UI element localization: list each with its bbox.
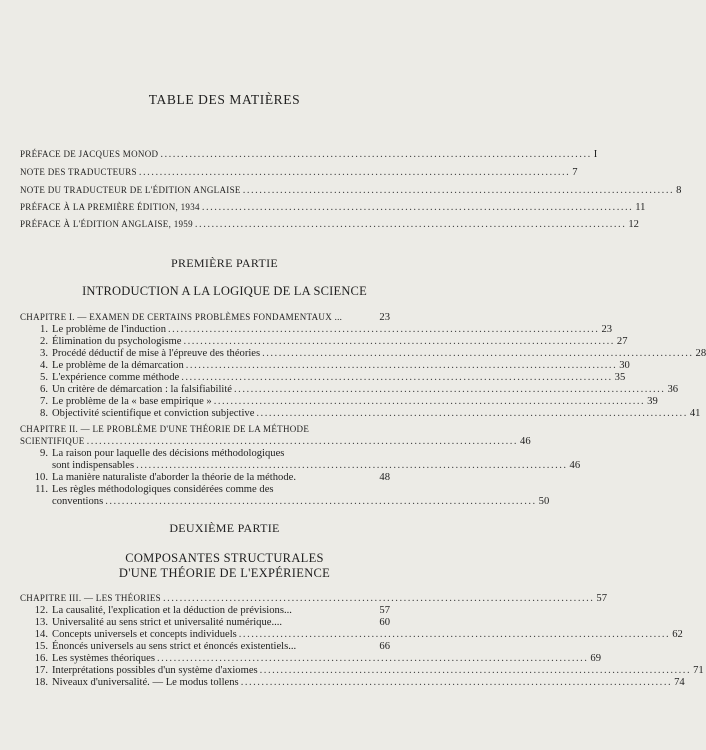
chapter-heading[interactable]	[20, 311, 390, 324]
toc-item-cont[interactable]	[26, 460, 581, 472]
chapter-page: 23	[379, 312, 390, 323]
chapter-label: CHAPITRE II. — LE PROBLÈME D'UNE THÉORIE DE LA MÉTHODE	[20, 424, 310, 434]
dot-leader: ........................................................................................................	[136, 460, 568, 471]
item-page: 27	[616, 336, 628, 347]
toc-entry-label: PRÉFACE À L'ÉDITION ANGLAISE, 1959	[20, 219, 193, 229]
item-number: 16.	[34, 653, 48, 664]
toc-entry-page: I	[593, 149, 598, 160]
item-page: 50	[538, 496, 550, 507]
item-page: 60	[379, 617, 390, 628]
dot-leader: ........................................................................................................	[240, 677, 673, 688]
item-number: 14.	[34, 629, 48, 640]
item-text: Élimination du psychologisme	[52, 336, 182, 347]
part-subtitle-line: COMPOSANTES STRUCTURALES	[125, 551, 324, 565]
toc-item[interactable]	[26, 384, 679, 396]
item-text: Universalité au sens strict et universalité numérique....	[52, 617, 283, 628]
item-text: conventions	[52, 496, 104, 507]
item-number: 17.	[34, 665, 48, 676]
item-number: 1.	[40, 324, 48, 335]
toc-entry-page: 8	[676, 185, 682, 196]
toc-entry-label: PRÉFACE À LA PREMIÈRE ÉDITION, 1934	[20, 202, 200, 212]
part-title: PREMIÈRE PARTIE	[170, 256, 278, 270]
dot-leader: ........................................................................................................	[162, 593, 595, 604]
dot-leader: ........................................................................................................	[234, 384, 666, 395]
dot-leader: ........................................................................................................	[138, 167, 571, 178]
item-number: 8.	[40, 408, 48, 419]
toc-item[interactable]	[26, 665, 704, 677]
part-subtitle: INTRODUCTION A LA LOGIQUE DE LA SCIENCE	[82, 284, 367, 298]
item-page: 48	[379, 472, 390, 483]
toc-entry[interactable]	[20, 166, 578, 179]
part-subtitle-line: D'UNE THÉORIE DE L'EXPÉRIENCE	[118, 566, 331, 580]
toc-entry[interactable]	[20, 218, 639, 231]
toc-item[interactable]	[26, 641, 390, 653]
item-page: 39	[647, 396, 658, 407]
item-page: 41	[689, 408, 701, 419]
chapter-label: CHAPITRE I. — EXAMEN DE CERTAINS PROBLÈMES FONDAMENTAUX ...	[20, 312, 343, 322]
toc-entry[interactable]	[20, 184, 682, 197]
chapter-label-cont: SCIENTIFIQUE	[20, 436, 85, 446]
dot-leader: ........................................................................................................	[156, 653, 589, 664]
item-text: Interprétations possibles d'un système d'axiomes	[52, 665, 258, 676]
item-page: 57	[379, 605, 390, 616]
item-page: 28	[695, 348, 706, 359]
chapter-label: CHAPITRE III. — LES THÉORIES	[20, 593, 161, 603]
toc-item[interactable]	[26, 605, 390, 617]
item-number: 12.	[34, 605, 48, 616]
dot-leader: ........................................................................................................	[183, 336, 615, 347]
item-number: 15.	[34, 641, 48, 652]
item-page: 62	[672, 629, 683, 640]
item-text: L'expérience comme méthode	[52, 372, 180, 383]
dot-leader: ........................................................................................................	[201, 202, 634, 213]
item-text: La manière naturaliste d'aborder la théorie de la méthode.	[52, 472, 296, 483]
dot-leader: ........................................................................................................	[168, 324, 600, 335]
dot-leader: ........................................................................................................	[259, 665, 692, 676]
part-subtitle	[0, 551, 449, 581]
toc-item[interactable]	[26, 472, 390, 484]
toc-item[interactable]	[26, 360, 630, 372]
dot-leader: ........................................................................................................	[213, 396, 646, 407]
item-page: 30	[619, 360, 630, 371]
item-text: Les règles méthodologiques considérées comme des	[52, 484, 274, 495]
toc-item[interactable]	[26, 653, 602, 665]
item-number: 9.	[40, 448, 48, 459]
item-page: 23	[601, 324, 613, 335]
dot-leader: ........................................................................................................	[194, 219, 627, 230]
dot-leader: ........................................................................................................	[160, 149, 592, 160]
item-text: Objectivité scientifique et conviction subjective	[52, 408, 255, 419]
item-text: Les systèmes théoriques	[52, 653, 155, 664]
dot-leader: ........................................................................................................	[242, 185, 675, 196]
dot-leader: ........................................................................................................	[238, 629, 671, 640]
toc-entry-label: NOTE DES TRADUCTEURS	[20, 167, 137, 177]
chapter-heading[interactable]	[20, 592, 608, 605]
part-title: DEUXIÈME PARTIE	[169, 521, 280, 535]
item-text: sont indispensables	[52, 460, 135, 471]
toc-item[interactable]	[26, 408, 701, 420]
item-page: 66	[379, 641, 390, 652]
item-text: Concepts universels et concepts individuels	[52, 629, 237, 640]
item-number: 4.	[40, 360, 48, 371]
toc-item[interactable]	[26, 324, 613, 336]
item-number: 11.	[35, 484, 48, 495]
item-number: 10.	[34, 472, 48, 483]
dot-leader: ........................................................................................................	[86, 436, 519, 447]
item-number: 2.	[40, 336, 48, 347]
toc-entry[interactable]	[20, 201, 646, 214]
dot-leader: ........................................................................................................	[105, 496, 537, 507]
item-text: Le problème de la « base empirique »	[52, 396, 212, 407]
item-text: La causalité, l'explication et la déduction de prévisions...	[52, 605, 292, 616]
item-text: Un critère de démarcation : la falsifiabilité	[52, 384, 233, 395]
chapter-heading[interactable]	[20, 423, 390, 435]
dot-leader: ........................................................................................................	[256, 408, 688, 419]
toc-entry-page: 11	[635, 202, 646, 213]
chapter-page: 57	[596, 593, 608, 604]
item-page: 71	[693, 665, 704, 676]
page-title: TABLE DES MATIÈRES	[148, 92, 301, 107]
item-number: 18.	[34, 677, 48, 688]
item-number: 7.	[40, 396, 48, 407]
toc-item[interactable]	[26, 396, 658, 408]
item-page: 74	[674, 677, 685, 688]
toc-item[interactable]	[26, 629, 683, 641]
toc-item[interactable]	[26, 677, 685, 689]
item-number: 3.	[40, 348, 48, 359]
toc-item[interactable]	[26, 484, 390, 496]
item-number: 6.	[40, 384, 48, 395]
item-text: Le problème de la démarcation	[52, 360, 184, 371]
toc-item[interactable]	[26, 336, 628, 348]
item-page: 36	[667, 384, 679, 395]
chapter-page: 46	[520, 436, 531, 447]
item-number: 5.	[40, 372, 48, 383]
toc-item[interactable]	[26, 617, 390, 629]
toc-item[interactable]	[26, 348, 706, 360]
chapter-heading-cont[interactable]	[20, 435, 531, 448]
toc-item[interactable]	[26, 448, 390, 460]
item-number: 13.	[34, 617, 48, 628]
toc-entry-page: 12	[628, 219, 639, 230]
toc-entry-label: NOTE DU TRADUCTEUR DE L'ÉDITION ANGLAISE	[20, 185, 241, 195]
toc-item[interactable]	[26, 372, 626, 384]
item-text: Procédé déductif de mise à l'épreuve des théories	[52, 348, 261, 359]
item-text: La raison pour laquelle des décisions méthodologiques	[52, 448, 285, 459]
item-page: 46	[569, 460, 581, 471]
item-page: 35	[614, 372, 626, 383]
toc-entry-page: 7	[572, 167, 578, 178]
toc-item-cont[interactable]	[26, 496, 550, 508]
item-text: Énoncés universels au sens strict et énoncés existentiels...	[52, 641, 297, 652]
item-page: 69	[590, 653, 602, 664]
dot-leader: ........................................................................................................	[185, 360, 618, 371]
toc-entry[interactable]	[20, 148, 598, 161]
dot-leader: ........................................................................................................	[181, 372, 613, 383]
toc-entry-label: PRÉFACE DE JACQUES MONOD	[20, 149, 159, 159]
dot-leader: ........................................................................................................	[262, 348, 694, 359]
item-text: Le problème de l'induction	[52, 324, 166, 335]
item-text: Niveaux d'universalité. — Le modus tollens	[52, 677, 239, 688]
